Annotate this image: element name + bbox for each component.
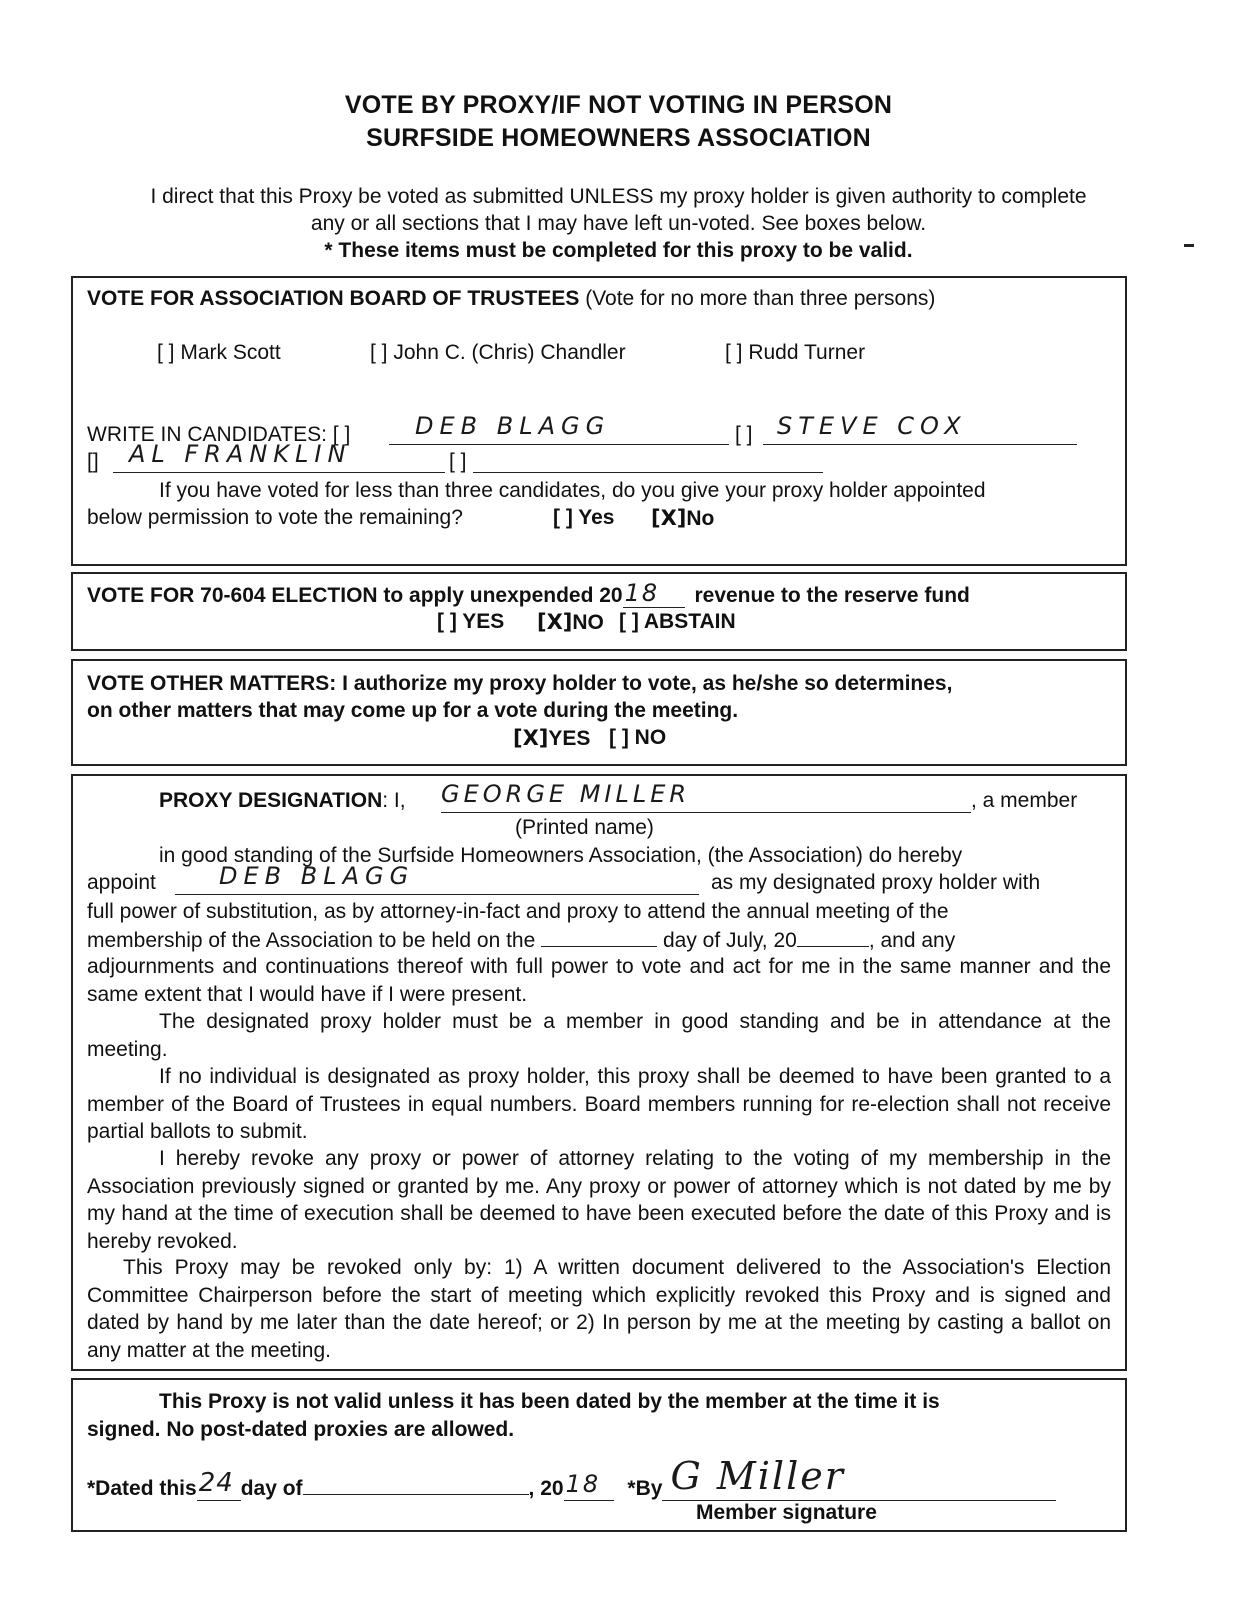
day-of-label: day of	[240, 1477, 303, 1500]
remaining-question-line-1: If you have voted for less than three candidates, do you give your proxy holder appointed	[159, 479, 986, 502]
other-matters-line-1: VOTE OTHER MATTERS: I authorize my proxy holder to vote, as he/she so determines,	[87, 672, 953, 695]
election-year-field[interactable]	[623, 579, 685, 608]
designation-label-after: : I,	[382, 789, 406, 812]
candidate-mark-scott[interactable]: [ ] Mark Scott	[157, 341, 281, 364]
intro-line-2: any or all sections that I may have left un-voted. See boxes below.	[310, 212, 927, 235]
write-in-bracket-2[interactable]: [ ]	[735, 423, 753, 446]
other-matters-no-option[interactable]: [ ] NO	[609, 726, 667, 749]
signature-caption: Member signature	[696, 1501, 877, 1524]
other-matters-section	[71, 659, 1127, 766]
write-in-field-3[interactable]	[113, 440, 445, 473]
signature-field[interactable]	[662, 1454, 1056, 1501]
election-yes-option[interactable]: [ ] YES	[437, 610, 505, 633]
association-title: SURFSIDE HOMEOWNERS ASSOCIATION	[366, 124, 871, 152]
appoint-after: as my designated proxy holder with	[711, 871, 1041, 894]
candidate-rudd-turner[interactable]: [ ] Rudd Turner	[725, 341, 866, 364]
write-in-value-3: AL FRANKLIN	[129, 440, 352, 468]
printed-name-caption: (Printed name)	[515, 816, 654, 839]
scan-mark	[1184, 244, 1194, 247]
meeting-date-mid: day of July, 20	[662, 929, 797, 952]
election-abstain-option[interactable]: [ ] ABSTAIN	[619, 610, 736, 633]
appointee-field[interactable]	[175, 862, 699, 895]
meeting-date-line	[87, 926, 955, 953]
trustees-section	[71, 276, 1127, 566]
by-label: *By	[627, 1477, 663, 1500]
designation-intro	[159, 789, 406, 813]
other-matters-line-2: on other matters that may come up for a vote during the meeting.	[87, 699, 739, 722]
trustees-heading-bold: VOTE FOR ASSOCIATION BOARD OF TRUSTEES	[87, 287, 580, 310]
election-no-label: NO	[572, 611, 604, 634]
required-note: * These items must be completed for this proxy to be valid.	[324, 239, 913, 262]
write-in-value-1: DEB BLAGG	[415, 412, 611, 440]
member-signature: G Miller	[670, 1454, 845, 1498]
dated-row	[87, 1454, 1056, 1501]
designation-label: PROXY DESIGNATION	[159, 789, 383, 812]
remaining-question-line-2: below permission to vote the remaining?	[87, 506, 463, 529]
write-in-field-4[interactable]	[473, 440, 823, 473]
dated-label: *Dated this	[87, 1477, 197, 1500]
trustees-heading	[87, 287, 935, 311]
year-label: , 20	[528, 1477, 564, 1500]
dated-year-field[interactable]	[564, 1470, 614, 1501]
other-matters-yes-label: YES	[548, 727, 591, 750]
validity-notice-line-2: signed. No post-dated proxies are allowed.	[87, 1418, 515, 1441]
document-title: VOTE BY PROXY/IF NOT VOTING IN PERSON	[344, 91, 893, 119]
meeting-date-start: membership of the Association to be held on the	[87, 929, 536, 952]
validity-notice-line-1: This Proxy is not valid unless it has been dated by the member at the time it is	[159, 1390, 940, 1413]
election-section	[71, 572, 1127, 651]
member-name-field[interactable]	[441, 780, 971, 813]
member-suffix: , a member	[971, 789, 1078, 812]
adjournments-text: adjournments and continuations thereof with full power to vote and act for me in the same manner and the same extent that I would have if I were present.	[87, 955, 1111, 1006]
standing-line: in good standing of the Surfside Homeowners Association, (the Association) do hereby	[159, 844, 963, 867]
candidate-john-chandler[interactable]: [ ] John C. (Chris) Chandler	[370, 341, 626, 364]
remaining-yes-option[interactable]: [ ] Yes	[553, 506, 615, 529]
remaining-no-label: No	[686, 507, 715, 530]
dated-day-field[interactable]	[197, 1468, 241, 1501]
meeting-date-end: , and any	[868, 929, 956, 952]
appointee-value: DEB BLAGG	[219, 862, 415, 890]
write-in-value-2: STEVE COX	[777, 412, 967, 440]
dated-year-value: 18	[565, 1470, 601, 1498]
revocation-paragraph: I hereby revoke any proxy or power of attorney relating to the voting of my membership in the Association previously signed or granted by me. Any proxy or power of attorney which is not dated by me by my hand at the time of execution shall be deemed to have been executed before the date of this Proxy and is hereby revoked.	[87, 1147, 1111, 1253]
election-text-end: revenue to the reserve fund	[694, 584, 970, 607]
default-holder-paragraph: If no individual is designated as proxy holder, this proxy shall be deemed to have been granted to a member of the Board of Trustees in equal numbers. Board members running for re-election shall not receive partial ballots to submit.	[87, 1065, 1111, 1143]
validity-section	[71, 1378, 1127, 1532]
dated-month-field[interactable]	[303, 1474, 529, 1495]
election-question	[87, 579, 970, 608]
write-in-bracket-3[interactable]: []	[87, 450, 99, 473]
write-in-bracket-4[interactable]: [ ]	[449, 450, 467, 473]
remaining-no-option[interactable]	[651, 506, 714, 531]
dated-day-value: 24	[198, 1468, 234, 1498]
appoint-label: appoint	[87, 871, 156, 894]
member-name-value: GEORGE MILLER	[441, 780, 691, 808]
intro-line-1: I direct that this Proxy be voted as submitted UNLESS my proxy holder is given authority to complete	[150, 185, 1087, 208]
substitution-line: full power of substitution, as by attorney-in-fact and proxy to attend the annual meeting of the	[87, 900, 949, 923]
election-year-value: 18	[624, 579, 660, 607]
checkbox-x-icon: [X]	[513, 726, 549, 750]
checkbox-x-icon: [X]	[651, 506, 687, 530]
write-in-label: WRITE IN CANDIDATES: [ ]	[87, 423, 351, 446]
proxy-designation-section	[71, 774, 1127, 1371]
checkbox-x-icon: [X]	[537, 610, 573, 634]
election-text-start: VOTE FOR 70-604 ELECTION to apply unexpended 20	[87, 584, 623, 607]
other-matters-yes-option[interactable]	[513, 726, 590, 751]
election-no-option[interactable]	[537, 610, 604, 635]
designated-holder-paragraph: The designated proxy holder must be a member in good standing and be in attendance at the meeting.	[87, 1010, 1111, 1061]
meeting-year-field[interactable]	[797, 926, 869, 947]
trustees-heading-note: (Vote for no more than three persons)	[585, 287, 936, 310]
meeting-day-field[interactable]	[541, 926, 657, 947]
revoke-methods-paragraph: This Proxy may be revoked only by: 1) A written document delivered to the Association's Election Committee Chairperson before the start of meeting which explicitly revoked this Proxy and is signed and dated by hand by me later than the date hereof; or 2) In person by me at the meeting by casting a ballot on any matter at the meeting.	[87, 1256, 1111, 1362]
